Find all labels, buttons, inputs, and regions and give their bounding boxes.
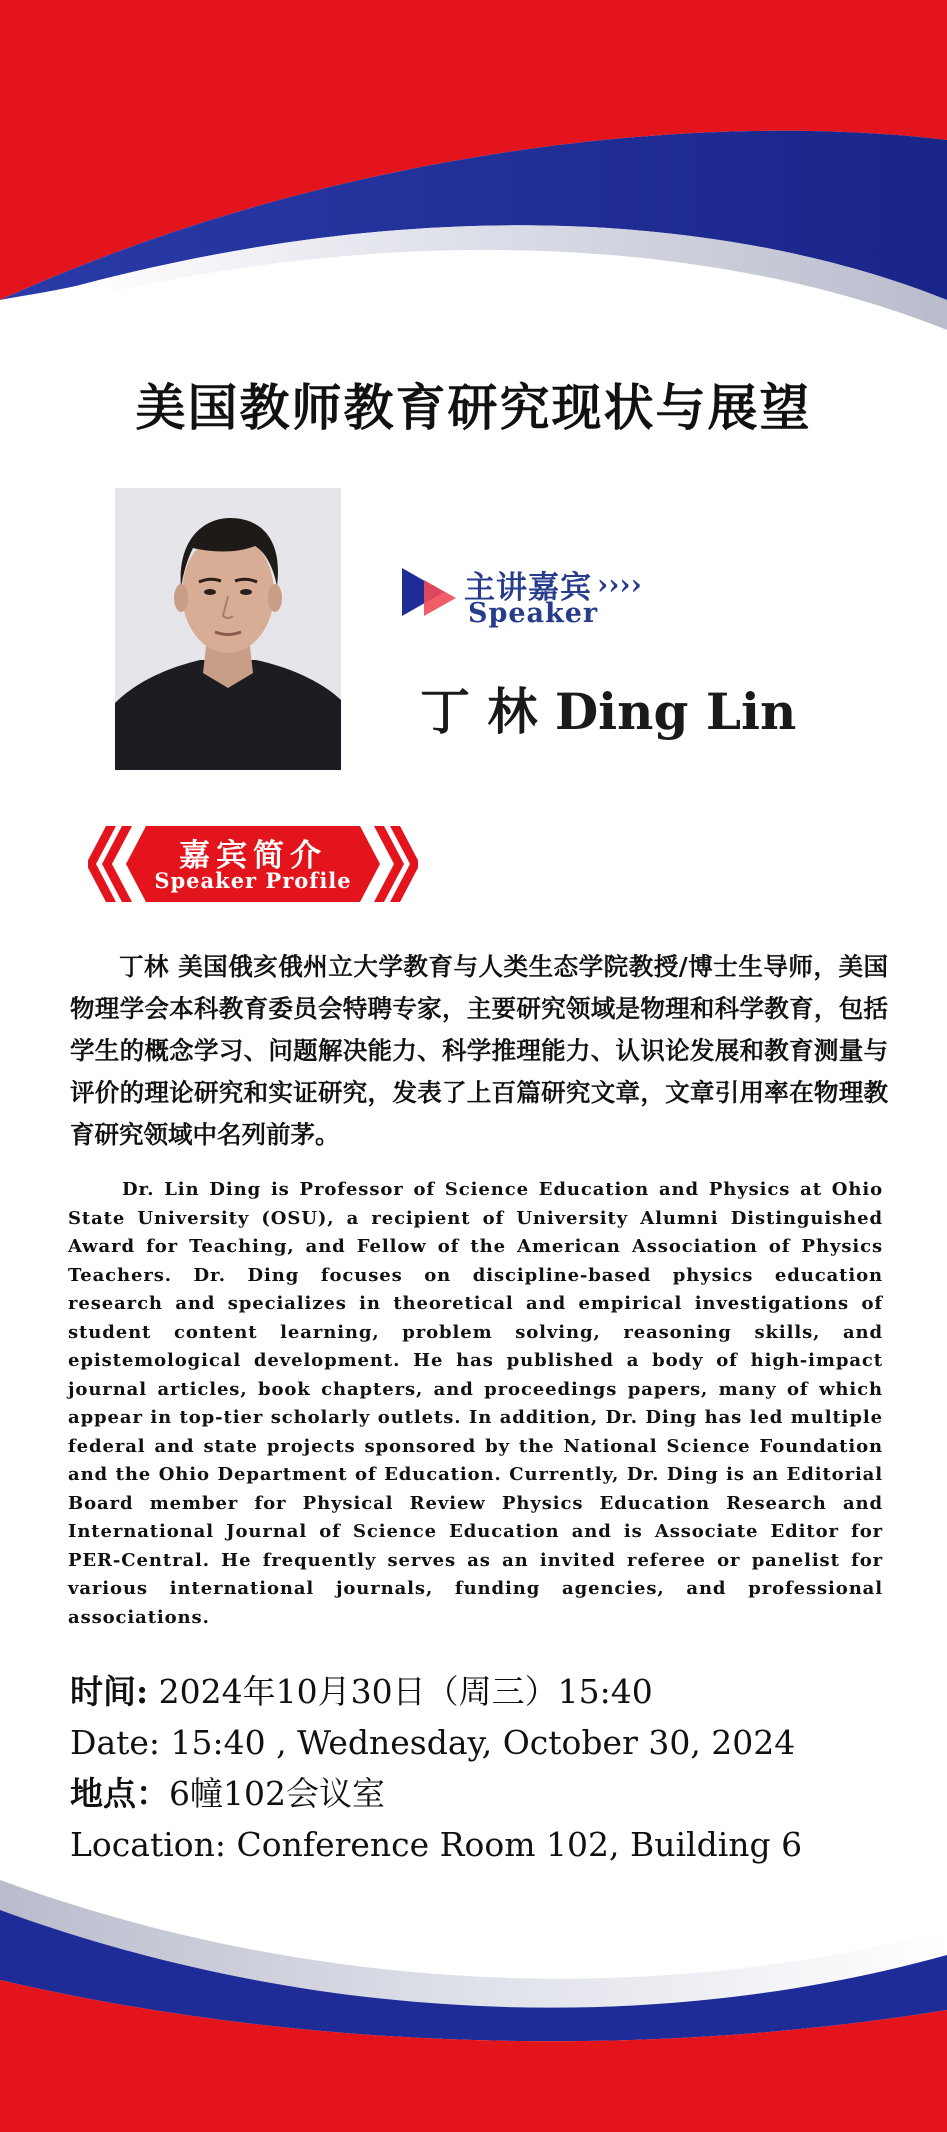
speaker-name: 丁 林 Ding Lin [420, 682, 797, 741]
time-value: 2024年10月30日（周三）15:40 [148, 1672, 653, 1711]
event-location-en [70, 1819, 870, 1870]
event-time-cn [70, 1666, 870, 1717]
bio-chinese: 丁林 美国俄亥俄州立大学教育与人类生态学院教授/博士生导师，美国物理学会本科教育委员会特聘专家，主要研究领域是物理和科学教育，包括学生的概念学习、问题解决能力、科学推理能力、认识论发展和教育测量与评价的理论研究和实证研究，发表了上百篇研究文章，文章引用率在物理教育研究领域中名列前茅。 [70, 952, 888, 1149]
page-title: 美国教师教育研究现状与展望 [135, 378, 812, 437]
place-label: 地点： [70, 1774, 169, 1813]
chevrons-right-icon: ›››› [597, 568, 642, 601]
time-label: 时间: [70, 1672, 149, 1711]
profile-banner-cn: 嘉宾简介 [179, 838, 327, 874]
bio-english: Dr. Lin Ding is Professor of Science Education and Physics at Ohio State University (OSU), a recipient of University Alumni Distinguished Award for Teaching, and Fellow of the American Association of Physics Teachers. Dr. Ding focuses on discipline-based physics education research and specializes in theoretical and empirical investigations of student content learning, problem solving, reasoning skills, and epistemological development. He has published a body of high-impact journal articles, book chapters, and proceedings papers, many of which appear in top-tier scholarly outlets. In addition, Dr. Ding has led multiple federal and state projects sponsored by the National Science Foundation and the Ohio Department of Education. Currently, Dr. Ding is an Editorial Board member for Physical Review Physics Education Research and International Journal of Science Education and is Associate Editor for PER-Central. He frequently serves as an invited referee or panelist for various international journals, funding agencies, and professional associations. [68, 1179, 883, 1628]
speaker-photo [115, 488, 341, 770]
speaker-profile-banner [88, 826, 418, 902]
place-value: 6幢102会议室 [169, 1774, 385, 1813]
date-label: Date: [70, 1723, 161, 1762]
speaker-tag-en: Speaker [468, 598, 599, 629]
location-label: Location: [70, 1825, 226, 1864]
event-details [70, 1666, 870, 1870]
date-value: 15:40 , Wednesday, October 30, 2024 [160, 1723, 796, 1762]
profile-banner-en: Speaker Profile [154, 868, 352, 893]
person-portrait-icon [115, 488, 341, 770]
event-place-cn [70, 1768, 870, 1819]
speaker-tag-cn: 主讲嘉宾 [464, 570, 592, 606]
location-value: Conference Room 102, Building 6 [226, 1825, 803, 1864]
event-date-en [70, 1717, 870, 1768]
speaker-tag [402, 562, 682, 632]
triangle-arrow-icon [402, 562, 458, 622]
